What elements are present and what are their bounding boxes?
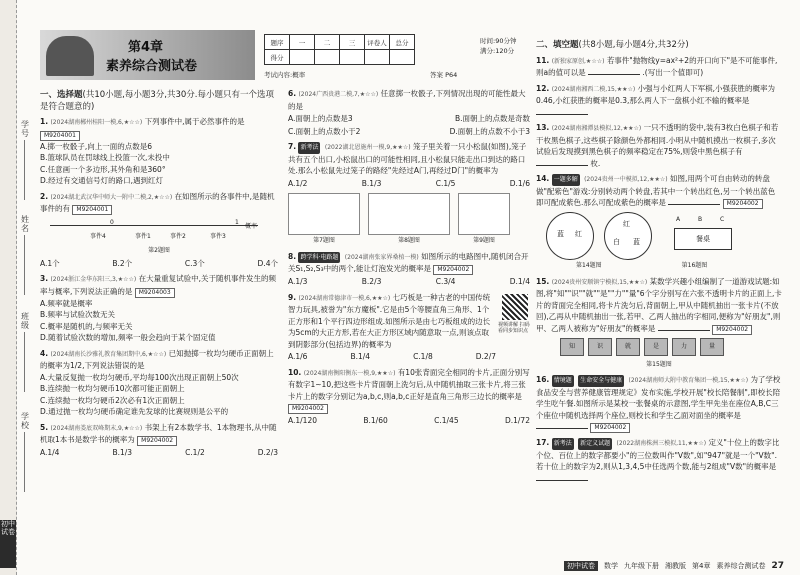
options-row — [40, 258, 278, 270]
spinner-figures — [546, 212, 782, 260]
option-d[interactable]: D.2/3 — [257, 448, 278, 457]
answer-blank[interactable] — [536, 428, 588, 429]
footer-grade: 九年级下册 — [624, 562, 659, 570]
code-badge[interactable]: M9204002 — [137, 436, 177, 446]
figure-caption: 第9题图 — [473, 237, 495, 244]
dining-table-diagram — [662, 214, 742, 260]
word-card: 量 — [700, 338, 724, 356]
question-4: 4. (2024湖南长沙雅礼教育集团期中,6,★☆☆) 已知抛掷一枚均匀硬币正面朝上的概率为1/2,下列说法错误的是 A.大量反复抛一枚均匀硬币,平均每100次出现正面朝上50次 B.连续抛一枚均匀硬币10次都可能正面朝上 C.连续抛一枚均匀硬币2次必有1次正面朝上 D.通过抛一枚均匀硬币确定谁先发球的比赛规则是公平的 — [40, 348, 278, 418]
score-input-cell[interactable] — [365, 50, 390, 65]
spinner-2: 红 白 蓝 — [604, 212, 652, 260]
score-cell: 总分 — [390, 35, 415, 50]
side-school-label: 学校 — [21, 412, 29, 430]
side-class-label: 班级 — [21, 312, 29, 330]
option-b[interactable]: B.面朝上的点数是奇数 — [454, 114, 530, 123]
tag-badge: 新考法 — [552, 438, 574, 450]
code-badge[interactable]: M9204002 — [288, 404, 328, 414]
question-7: 7. 新考法 (2022湖北恩施州一模,9,★★☆) 笼子里关着一只小松鼠(如图),笼子共有五个出口,小松鼠出口的可能性相同,且小松鼠只能走出口到达的路口处.那么小松鼠先过笼子的路经"先经过A门,再经过D门"的概率为 A.1/2 B.1/3 C.1/5 D.1/6 第7题图 第8题图 第9题图 — [288, 141, 530, 247]
answer-reference: 答案 P64 — [430, 71, 458, 79]
side-logo: 初中试卷 — [0, 520, 16, 568]
option-d[interactable]: D.面朝上的点数不小于3 — [449, 126, 530, 136]
tangram-diagram — [458, 193, 510, 235]
column-left — [40, 88, 278, 463]
answer-blank[interactable] — [658, 330, 710, 331]
tag-badge: 情境题 — [552, 375, 574, 387]
option-c[interactable]: C.1/45 — [434, 416, 459, 425]
seat-label: C — [720, 216, 725, 223]
section-title: 一、选择题(共10小题,每小题3分,共30分.每小题只有一个选项是符合题意的) — [40, 90, 274, 112]
answer-blank[interactable] — [536, 165, 588, 166]
score-cell: 评卷人 — [365, 35, 390, 50]
option-a[interactable]: A.1个 — [40, 258, 60, 268]
option-c[interactable]: C.1/8 — [413, 352, 433, 361]
score-cell: 题序 — [265, 35, 290, 50]
options-row — [288, 351, 496, 363]
page-number: 27 — [771, 561, 784, 571]
question-14: 14. 一题多解 (2024贵州一中模拟,12,★★☆) 如图,用两个可自由转动的转盘做"配紫色"游戏:分别转动两个转盘,若其中一个转出红色,另一个转出蓝色即可配成紫色.那么可配成紫色的概率是 M9204002 蓝 红 红 白 蓝 餐桌 A B C 第14题图 第16题图 — [536, 173, 782, 272]
figure-caption: 第15题图 — [646, 360, 672, 368]
code-badge[interactable]: M9204002 — [723, 199, 763, 209]
options-row — [40, 447, 278, 459]
question-9: 9. (2024湖南常德津市一模,6,★★☆) 七巧板是一种古老的中国传统智力玩具,被誉为"东方魔板".它是由5个等腰直角三角形、1个正方形和1个平行四边形组成.如图所示是由七巧板组成的边长为5cm的大正方形,若在大正方形区域内随意取一点,则该点取到阴影部分(包括边界)的概率为 视频讲解 扫码看同步知识点 A.1/6 B.1/4 C.1/8 D.2/7 — [288, 292, 530, 361]
option-c[interactable]: C.面朝上的点数小于2 — [288, 126, 361, 136]
tag-badge: 跨学科·电路题 — [298, 252, 340, 264]
tag-badge: 新定义试题 — [578, 438, 612, 450]
option-a[interactable]: A.频率就是概率 — [40, 298, 93, 308]
option-d[interactable]: D.2/7 — [475, 352, 496, 361]
word-cards — [560, 338, 782, 356]
option-c[interactable]: C.概率是随机的,与频率无关 — [40, 321, 133, 331]
word-card: 是 — [644, 338, 668, 356]
options-row — [288, 113, 530, 125]
question-3: 3. (2024浙江金华东阳三,3,★☆☆) 在大量重复试验中,关于随机事件发生的频率与概率,下列说法正确的是 M9204003 A.频率就是概率 B.频率与试验次数无关 C.概率是随机的,与频率无关 D.随着试验次数的增加,频率一般会趋向于某个固定值 — [40, 273, 278, 344]
question-16: 16. 情境题 生命安全与健康 (2024湖南师大附中教育集团一模,15,★★☆) 为了学校食品安全与营养健康管理规定》发布实施,学校开展"校长陪餐制",即校长陪学生吃午餐.如图所示是某校一张餐桌的示意图,学生甲先坐在座位A,B,C三个座位中随机选择两个座位,则校长和学生乙面对面坐的概率是 M9204002 — [536, 375, 781, 431]
page-footer — [564, 561, 784, 571]
tag-badge: 生命安全与健康 — [578, 375, 624, 387]
event-label: 事件3 — [210, 233, 226, 240]
time-box — [480, 36, 516, 56]
question-5: 5. (2024湖南娄底双峰期末,9,★☆☆) 书架上有2本数学书、1本物理书,从中随机取1本书是数学书的概率为 M9204002 A.1/4 B.1/3 C.1/2 D.2/3 — [40, 422, 278, 457]
figure-captions: 第14题图 第16题图 — [576, 262, 708, 269]
option-d[interactable]: D.通过抛一枚均匀硬币确定谁先发球的比赛规则是公平的 — [40, 407, 229, 416]
footer-edition: 湘教版 — [665, 562, 686, 570]
question-12: 12. (2024湖南湘西二模,15,★★☆) 小强与小红两人下军棋,小强获胜的概率为0.46,小红获胜的概率是0.3,那么两人下一盘棋小红不输的概率是 — [536, 83, 782, 119]
option-d[interactable]: D.随着试验次数的增加,频率一般会趋向于某个固定值 — [40, 333, 216, 342]
event-label: 事件4 — [90, 233, 106, 240]
option-a[interactable]: A.大量反复抛一枚均匀硬币,平均每100次出现正面朝上50次 — [40, 372, 239, 382]
side-name-label: 姓名 — [21, 215, 29, 233]
side-student-id-label: 学号 — [21, 120, 29, 138]
squirrel-image — [288, 193, 360, 235]
question-2: 2. (2024湖北武汉华中师大一附中二模,2,★☆☆) 在如图所示的各事件中,是随机事件的有 M9204001 0 1 概率 事件4 事件1 事件2 事件3 第2题图 A.1个 B.2个 C.3个 D.4个 — [40, 191, 278, 268]
side-write-line — [24, 140, 25, 200]
question-11: 11. (新独家原创,★☆☆) 若事件"抛物线y=ax²+2的开口向下"是不可能事件,则a的值可以是 .(写出一个值即可) — [536, 55, 778, 77]
score-table — [264, 34, 415, 65]
option-c[interactable]: C.连续抛一枚均匀硬币2次必有1次正面朝上 — [40, 395, 185, 405]
figure-9 — [458, 193, 510, 247]
option-a[interactable]: A.1/6 — [288, 352, 308, 361]
footer-chapter: 第4章 — [692, 562, 711, 570]
chapter-title: 第4章 — [128, 40, 164, 55]
option-c[interactable]: C.3/4 — [435, 277, 456, 286]
option-d[interactable]: D.1/72 — [504, 416, 530, 425]
option-c[interactable]: C.1/5 — [435, 178, 456, 188]
side-write-line — [24, 235, 25, 295]
question-10: 10. (2024湖南衡阳衡东一模,9,★★☆) 有10张背面完全相同的卡片,正面分别写有数字1~10,把这些卡片背面朝上洗匀后,从中随机抽取三张卡片,将三张卡片上的数字分别记为a,b,c,则a,b,c正好是直角三角形三边长的概率是 M9204002 A.1/120 B.1/60 C.1/45 D.1/72 — [288, 367, 530, 425]
tag-badge: 一题多解 — [552, 174, 580, 186]
options-row — [288, 276, 530, 288]
qr-code-icon[interactable] — [502, 294, 528, 320]
option-b[interactable]: B.1/4 — [350, 352, 371, 361]
code-badge[interactable]: M9204002 — [433, 265, 473, 275]
question-17: 17. 新考法 新定义试题 (2022湖南株洲三模拟,11,★★☆) 定义"十位上的数字比个位、百位上的数字都要小"的三位数叫作"V数",如"947"就是一个"V数".若十位上的数字为2,则从1,3,4,5中任选两个数,能与2组成"V数"的概率是 — [536, 437, 782, 484]
option-b[interactable]: B.1/3 — [361, 178, 382, 188]
tag-badge: 新考法 — [298, 142, 320, 154]
option-c[interactable]: C.3个 — [184, 258, 205, 268]
option-a[interactable]: A.掷一枚骰子,向上一面的点数是6 — [40, 141, 153, 151]
option-a[interactable]: A.1/120 — [288, 416, 317, 425]
table-label: 餐桌 — [674, 228, 732, 250]
score-cell: 一 — [290, 35, 315, 50]
score-input-cell[interactable] — [290, 50, 315, 65]
footer-brand: 初中试卷 — [564, 561, 598, 571]
exam-title: 素养综合测试卷 — [106, 59, 198, 74]
code-badge[interactable]: M9204002 — [712, 325, 752, 335]
seat-label: A — [676, 216, 681, 223]
option-d[interactable]: D.1/6 — [509, 178, 530, 188]
question-1: 1. (2024湖南郴州桂阳一模,6,★☆☆) 下列事件中,属于必然事件的是 M9204001 A.掷一枚骰子,向上一面的点数是6 B.篮球队员在罚球线上投篮一次,未投中 C.任意画一个多边形,其外角和是360° D.经过有交通信号灯的路口,遇到红灯 — [40, 116, 278, 187]
score-input-cell[interactable] — [390, 50, 415, 65]
option-c[interactable]: C.任意画一个多边形,其外角和是360° — [40, 164, 166, 174]
probability-number-line — [40, 219, 278, 243]
section-title: 二、填空题(共8小题,每小题4分,共32分) — [536, 40, 689, 50]
event-label: 事件1 — [135, 233, 151, 240]
option-d[interactable]: D.经过有交通信号灯的路口,遇到红灯 — [40, 176, 164, 185]
footer-title: 素养综合测试卷 — [716, 562, 766, 570]
option-a[interactable]: A.1/2 — [288, 178, 308, 188]
exam-content: 考试内容:概率 — [264, 71, 306, 79]
exam-header — [40, 30, 530, 82]
answer-blank[interactable] — [668, 204, 720, 205]
side-write-line — [24, 332, 25, 392]
answer-blank[interactable] — [536, 480, 588, 481]
option-d[interactable]: D.1/4 — [509, 277, 530, 286]
tick-label: 1 — [235, 219, 239, 226]
word-card: 识 — [588, 338, 612, 356]
figure-caption: 第7题图 — [313, 237, 335, 244]
answer-blank[interactable] — [588, 74, 640, 75]
option-b[interactable]: B.频率与试验次数无关 — [40, 310, 116, 319]
question-13: 13. (2024湖南湘潭县模拟,12,★★☆) 一只不透明的袋中,装有3枚白色棋子和若干枚黑色棋子,这些棋子除颜色外都相同.小明从中随机摸出一枚棋子,多次试验后发现摸到黑色棋子的频率稳定在75%,则袋中黑色棋子有 枚. — [536, 123, 779, 168]
tick-label: 0 — [110, 219, 114, 226]
code-badge[interactable]: M9204003 — [135, 288, 175, 298]
column-middle — [288, 88, 530, 431]
event-label: 事件2 — [170, 233, 186, 240]
score-input-cell[interactable] — [315, 50, 340, 65]
title-banner — [40, 30, 255, 80]
option-b[interactable]: B.2/3 — [361, 277, 382, 286]
spinner-1: 蓝 红 — [546, 212, 594, 260]
footer-subject: 数学 — [604, 562, 618, 570]
figure-7 — [288, 193, 360, 247]
option-b[interactable]: B.1/3 — [112, 448, 133, 457]
word-card: 力 — [672, 338, 696, 356]
time-limit: 时间:90分钟 — [480, 37, 517, 45]
side-write-line — [24, 432, 25, 492]
binding-strip — [0, 0, 17, 575]
answer-blank[interactable] — [536, 114, 588, 115]
options-row — [288, 178, 530, 190]
number-line-axis — [50, 225, 258, 226]
full-score: 满分:120分 — [480, 47, 515, 55]
option-b[interactable]: B.2个 — [112, 258, 133, 268]
word-card: 知 — [560, 338, 584, 356]
option-d[interactable]: D.4个 — [257, 258, 278, 268]
figure-caption: 第2题图 — [148, 247, 170, 254]
score-cell: 二 — [315, 35, 340, 50]
option-a[interactable]: A.1/4 — [40, 448, 60, 457]
option-a[interactable]: A.1/3 — [288, 277, 308, 286]
score-cell: 三 — [340, 35, 365, 50]
score-input-cell[interactable] — [340, 50, 365, 65]
option-b[interactable]: B.连续抛一枚均匀硬币10次都可能正面朝上 — [40, 384, 185, 393]
athlete-illustration — [46, 36, 94, 76]
figure-caption: 第8题图 — [398, 237, 420, 244]
axis-label: 概率 — [245, 223, 258, 230]
option-b[interactable]: B.1/60 — [363, 416, 388, 425]
column-right — [536, 38, 782, 488]
figure-8 — [368, 193, 450, 247]
option-b[interactable]: B.篮球队员在罚球线上投篮一次,未投中 — [40, 153, 170, 162]
word-card: 就 — [616, 338, 640, 356]
option-c[interactable]: C.1/2 — [185, 448, 205, 457]
code-badge[interactable]: M9204001 — [40, 131, 80, 141]
option-a[interactable]: A.面朝上的点数是3 — [288, 114, 353, 123]
score-cell: 得分 — [265, 50, 290, 65]
options-row — [288, 126, 530, 138]
options-row — [288, 415, 530, 427]
circuit-diagram — [368, 193, 450, 235]
seat-label: B — [698, 216, 703, 223]
question-6: 6. (2024广西贵港二模,7,★☆☆) 任意掷一枚骰子,下列情况出现的可能性最大的是 A.面朝上的点数是3 B.面朝上的点数是奇数 C.面朝上的点数小于2 D.面朝上的点数不小于3 — [288, 89, 530, 136]
qr-caption: 视频讲解 扫码看同步知识点 — [498, 321, 530, 334]
question-15: 15. (2024贵州安顺镇宁模拟,15,★★☆) 某数学兴趣小组编制了一道游戏试题:如图,将"知""识""就""是""力""量"6个字分别写在六张不透明卡片的正面上,卡片的背面完全相同,将卡片洗匀后,背面朝上,甲从中随机抽出一张卡片(不放回),乙再从中随机抽出一张,若甲、乙两人抽出的字相同,便称为"好朋友",则甲、乙两人被称为"好朋友"的概率是 M9204002 知 识 就 是 力 量 第15题图 — [536, 276, 782, 371]
figure-row — [288, 193, 530, 247]
code-badge[interactable]: M9204002 — [590, 423, 630, 433]
code-badge[interactable]: M9204001 — [72, 205, 112, 215]
question-8: 8. 跨学科·电路题 (2024湖南张家界桑植一模) 如图所示的电路图中,随机闭合开关S₁,S₂,S₃中的两个,能让灯泡发光的概率是 M9204002 A.1/3 B.2/3 C.3/4 D.1/4 — [288, 251, 530, 286]
